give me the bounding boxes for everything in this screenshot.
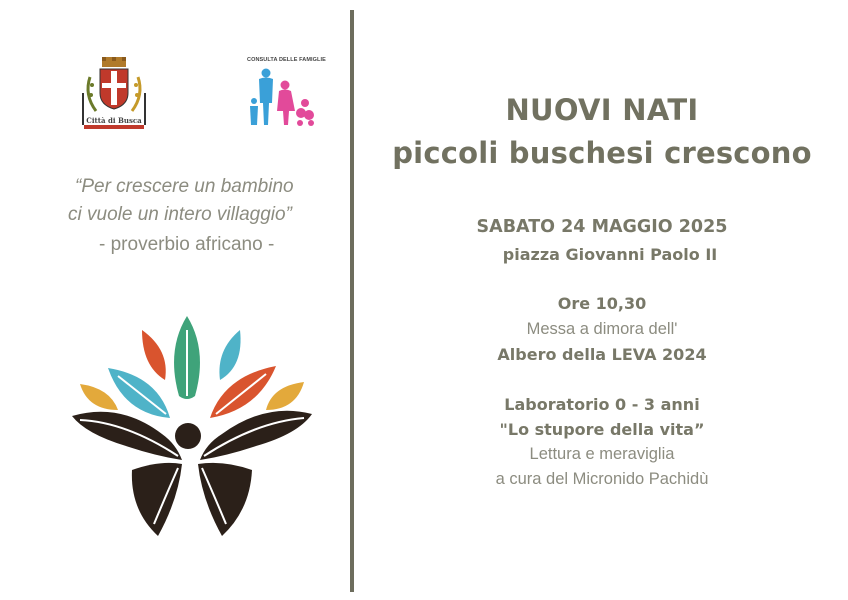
activity2-line1: Lettura e meraviglia [529, 445, 675, 463]
event-time: Ore 10,30 [557, 294, 647, 313]
activity2-line2: a cura del Micronido Pachidù [495, 470, 709, 488]
city-caption: Città di Busca [86, 116, 142, 125]
event-subtitle: piccoli buschesi crescono [392, 136, 812, 170]
consulta-label: CONSULTA DELLE FAMIGLIE [247, 57, 326, 63]
vertical-divider [350, 10, 354, 592]
quote-line-1: “Per crescere un bambino [75, 176, 294, 197]
event-title: NUOVI NATI [505, 93, 699, 127]
activity2-title: Laboratorio 0 - 3 anni [504, 395, 700, 414]
family-icon [247, 57, 326, 129]
activity2-name: "Lo stupore della vita” [499, 420, 705, 439]
activity1-line2: Albero della LEVA 2024 [497, 345, 707, 364]
quote-attribution: - proverbio africano - [99, 234, 275, 255]
quote-line-2: ci vuole un intero villaggio” [68, 204, 292, 225]
event-date: SABATO 24 MAGGIO 2025 [476, 217, 728, 237]
activity1-line1: Messa a dimora dell' [526, 320, 678, 338]
event-place: piazza Giovanni Paolo II [502, 245, 718, 264]
quote [60, 173, 340, 229]
tree-people-icon [66, 310, 318, 550]
